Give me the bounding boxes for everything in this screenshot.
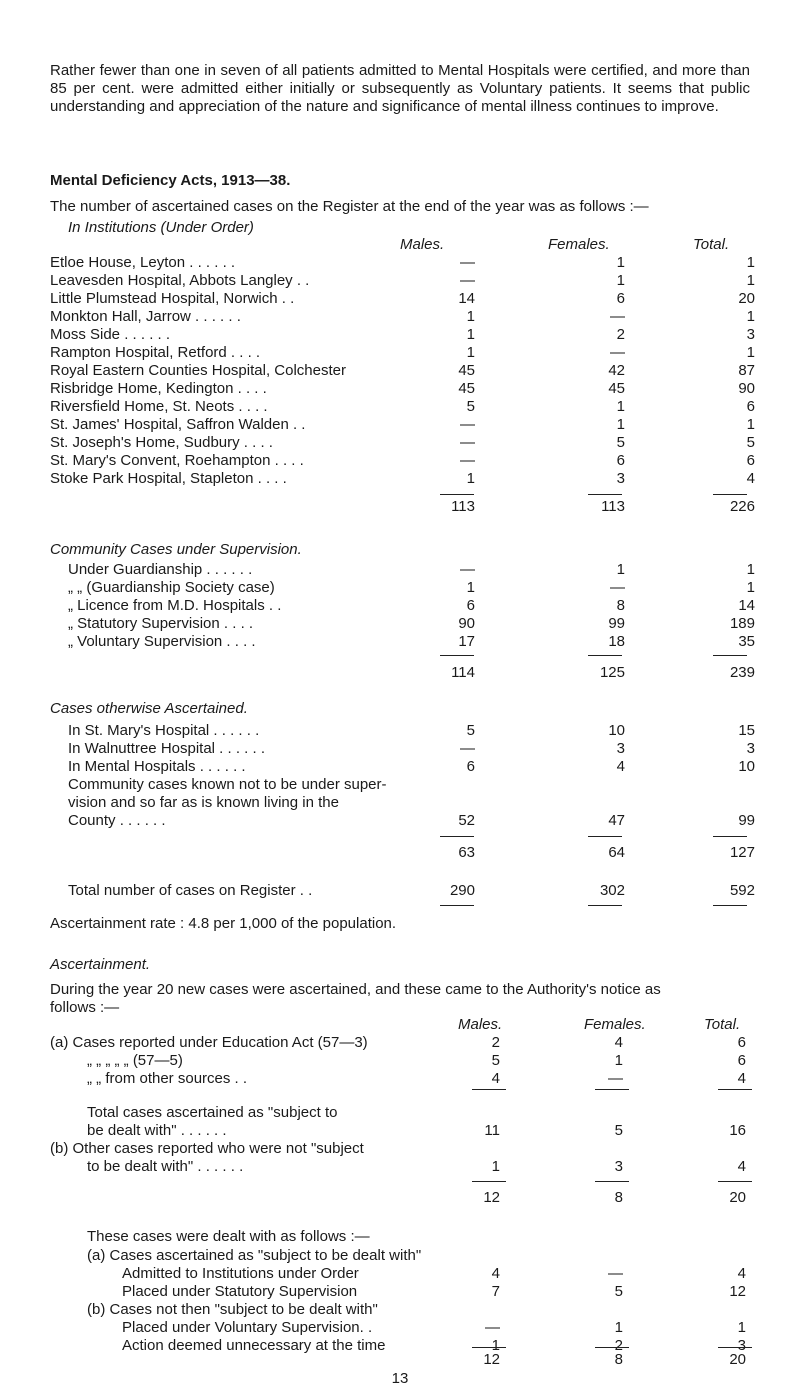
- row-females: 5: [616, 434, 625, 451]
- row-females: 2: [616, 326, 625, 343]
- row-males: 2: [491, 1034, 500, 1051]
- table-row: [50, 344, 755, 362]
- row-total: 6: [746, 398, 755, 415]
- rule: [440, 655, 474, 656]
- row-total: 1: [746, 272, 755, 289]
- row-total: 1: [746, 561, 755, 578]
- community-total-row: [50, 664, 755, 682]
- row-total: 14: [738, 597, 755, 614]
- row-total: 3: [737, 1337, 746, 1354]
- row-total: 592: [729, 882, 755, 899]
- rule: [588, 836, 622, 837]
- table-row: [68, 615, 768, 633]
- row-total: 16: [729, 1122, 746, 1139]
- row-males: —: [460, 561, 475, 578]
- row-total: 4: [737, 1158, 746, 1175]
- row-males: —: [460, 434, 475, 451]
- col-header-males: Males.: [458, 1016, 503, 1033]
- row-label: In Mental Hospitals . . . . . .: [68, 758, 246, 775]
- total-males: 12: [483, 1189, 500, 1206]
- row-label: Action deemed unnecessary at the time: [122, 1337, 386, 1354]
- row-total: 1: [746, 254, 755, 271]
- row-label: Total number of cases on Register . .: [68, 882, 313, 899]
- community-cases-line-2: vision and so far as is known living in the: [68, 794, 339, 811]
- total-total: 127: [729, 844, 755, 861]
- dealt-b-head: (b) Cases not then "subject to be dealt with": [87, 1301, 378, 1318]
- row-total: 1: [746, 579, 755, 596]
- row-label: County . . . . . .: [68, 812, 166, 829]
- row-total: 90: [738, 380, 755, 397]
- table-row: [50, 290, 755, 308]
- rule: [713, 905, 747, 906]
- total-males: 63: [458, 844, 475, 861]
- row-total: 4: [737, 1070, 746, 1087]
- rule: [588, 494, 622, 495]
- rule: [595, 1089, 629, 1090]
- table-row: [50, 434, 755, 452]
- row-females: 2: [614, 1337, 623, 1354]
- row-females: 42: [608, 362, 625, 379]
- total-females: 64: [608, 844, 625, 861]
- dealt-intro: These cases were dealt with as follows :—: [87, 1228, 370, 1245]
- row-males: 4: [491, 1265, 500, 1282]
- row-females: 5: [614, 1283, 623, 1300]
- institutions-total-row: [50, 498, 755, 516]
- table-row: [122, 1283, 800, 1301]
- table-row: [50, 1070, 750, 1088]
- row-males: 1: [466, 326, 475, 343]
- row-males: 4: [491, 1070, 500, 1087]
- row-total: 3: [746, 740, 755, 757]
- col-header-males: Males.: [400, 236, 445, 253]
- rule: [472, 1089, 506, 1090]
- community-cases-line-1: Community cases known not to be under super-: [68, 776, 387, 793]
- subject-row: [87, 1122, 787, 1140]
- total-total: 239: [729, 664, 755, 681]
- row-total: 6: [746, 452, 755, 469]
- row-females: —: [610, 308, 625, 325]
- row-label: to be dealt with" . . . . . .: [87, 1158, 244, 1175]
- rule: [588, 655, 622, 656]
- row-label: „ „ „ „ „ (57—5): [87, 1052, 183, 1069]
- table-row: [50, 362, 755, 380]
- community-title: Community Cases under Supervision.: [50, 541, 302, 558]
- row-total: 35: [738, 633, 755, 650]
- table-row: [50, 254, 755, 272]
- row-females: 1: [614, 1319, 623, 1336]
- table-row: [68, 597, 768, 615]
- row-males: —: [460, 740, 475, 757]
- row-males: 6: [466, 758, 475, 775]
- otherwise-total-row: [50, 844, 755, 862]
- table-row: [50, 1052, 750, 1070]
- rule: [713, 836, 747, 837]
- row-males: 5: [466, 398, 475, 415]
- table-row: [68, 633, 768, 651]
- row-label: St. Mary's Convent, Roehampton . . . .: [50, 452, 304, 469]
- row-total: 12: [729, 1283, 746, 1300]
- row-females: 1: [616, 561, 625, 578]
- row-total: 1: [737, 1319, 746, 1336]
- row-total: 99: [738, 812, 755, 829]
- row-males: 1: [466, 470, 475, 487]
- row-females: 99: [608, 615, 625, 632]
- ascertainment-total-row: [87, 1189, 787, 1207]
- row-label: Leavesden Hospital, Abbots Langley . .: [50, 272, 310, 289]
- total-males: 12: [483, 1351, 500, 1368]
- row-females: 3: [614, 1158, 623, 1175]
- row-females: 1: [616, 416, 625, 433]
- row-label: „ Statutory Supervision . . . .: [68, 615, 254, 632]
- row-males: 52: [458, 812, 475, 829]
- row-total: 10: [738, 758, 755, 775]
- row-label: Moss Side . . . . . .: [50, 326, 171, 343]
- ascertainment-intro-1: During the year 20 new cases were ascertained, and these came to the Authority's notice as: [50, 981, 661, 998]
- rule: [472, 1181, 506, 1182]
- table-row: [122, 1265, 800, 1283]
- table-row: [50, 308, 755, 326]
- row-females: 3: [616, 740, 625, 757]
- table-row: [68, 740, 768, 758]
- row-label: Under Guardianship . . . . . .: [68, 561, 253, 578]
- row-total: 6: [737, 1052, 746, 1069]
- row-label: In St. Mary's Hospital . . . . . .: [68, 722, 260, 739]
- row-females: 1: [616, 272, 625, 289]
- row-label: „ Licence from M.D. Hospitals . .: [68, 597, 282, 614]
- total-females: 125: [599, 664, 625, 681]
- row-label: „ Voluntary Supervision . . . .: [68, 633, 256, 650]
- row-label: Etloe House, Leyton . . . . . .: [50, 254, 236, 271]
- row-total: 1: [746, 416, 755, 433]
- row-females: 4: [614, 1034, 623, 1051]
- total-males: 113: [451, 498, 475, 515]
- table-row: [50, 416, 755, 434]
- row-males: 1: [466, 344, 475, 361]
- total-females: 8: [614, 1189, 623, 1206]
- row-males: 290: [449, 882, 475, 899]
- table-row: [68, 561, 768, 579]
- total-total: 20: [729, 1189, 746, 1206]
- table-row: [50, 398, 755, 416]
- table-row: [50, 272, 755, 290]
- row-males: 5: [466, 722, 475, 739]
- row-females: 1: [614, 1052, 623, 1069]
- row-females: 10: [608, 722, 625, 739]
- table-row: [68, 579, 768, 597]
- row-males: 1: [491, 1337, 500, 1354]
- row-males: 1: [466, 308, 475, 325]
- dealt-total-row: [87, 1351, 787, 1369]
- table-row: [50, 470, 755, 488]
- row-males: 7: [491, 1283, 500, 1300]
- row-label: „ „ from other sources . .: [87, 1070, 248, 1087]
- register-intro: The number of ascertained cases on the Register at the end of the year was as follows :—: [50, 198, 649, 215]
- row-females: 8: [616, 597, 625, 614]
- row-label: Little Plumstead Hospital, Norwich . .: [50, 290, 295, 307]
- row-total: 4: [737, 1265, 746, 1282]
- rule: [595, 1181, 629, 1182]
- table-row: [68, 722, 768, 740]
- otherwise-title: Cases otherwise Ascertained.: [50, 700, 248, 717]
- col-header-total: Total.: [704, 1016, 741, 1033]
- rule: [588, 905, 622, 906]
- b-line-1: (b) Other cases reported who were not "subject: [50, 1140, 364, 1157]
- row-label: Rampton Hospital, Retford . . . .: [50, 344, 261, 361]
- row-label: Risbridge Home, Kedington . . . .: [50, 380, 267, 397]
- row-females: 45: [608, 380, 625, 397]
- total-total: 226: [729, 498, 755, 515]
- row-label: In Walnuttree Hospital . . . . . .: [68, 740, 266, 757]
- rule: [713, 655, 747, 656]
- ascertainment-rate: Ascertainment rate : 4.8 per 1,000 of the population.: [50, 915, 397, 932]
- table-row: [50, 452, 755, 470]
- rule: [595, 1347, 629, 1348]
- rule: [718, 1089, 752, 1090]
- ascertainment-title: Ascertainment.: [50, 956, 151, 973]
- rule: [472, 1347, 506, 1348]
- row-males: —: [460, 272, 475, 289]
- row-females: —: [610, 579, 625, 596]
- dealt-a-head: (a) Cases ascertained as "subject to be dealt with": [87, 1247, 422, 1264]
- row-males: —: [460, 254, 475, 271]
- total-total: 20: [729, 1351, 746, 1368]
- row-males: 11: [484, 1122, 500, 1139]
- rule: [440, 905, 474, 906]
- row-total: 3: [746, 326, 755, 343]
- row-males: 90: [458, 615, 475, 632]
- row-females: —: [608, 1070, 623, 1087]
- row-females: 6: [616, 290, 625, 307]
- row-label: Royal Eastern Counties Hospital, Colchester: [50, 362, 346, 379]
- ascertainment-intro-2: follows :—: [50, 999, 120, 1016]
- subject-line-1: Total cases ascertained as "subject to: [87, 1104, 338, 1121]
- row-males: —: [460, 416, 475, 433]
- row-label: St. James' Hospital, Saffron Walden . .: [50, 416, 306, 433]
- row-label: Monkton Hall, Jarrow . . . . . .: [50, 308, 241, 325]
- row-label: Placed under Statutory Supervision: [122, 1283, 358, 1300]
- total-males: 114: [451, 664, 475, 681]
- table-row: [122, 1319, 800, 1337]
- row-females: 302: [599, 882, 625, 899]
- row-males: —: [460, 452, 475, 469]
- table-row: [68, 758, 768, 776]
- row-males: 17: [458, 633, 475, 650]
- row-females: 1: [616, 398, 625, 415]
- row-total: 4: [746, 470, 755, 487]
- row-females: 5: [614, 1122, 623, 1139]
- row-males: 1: [491, 1158, 500, 1175]
- col-header-total: Total.: [693, 236, 730, 253]
- row-males: 6: [466, 597, 475, 614]
- b-row: [87, 1158, 787, 1176]
- row-label: Stoke Park Hospital, Stapleton . . . .: [50, 470, 287, 487]
- row-females: —: [608, 1265, 623, 1282]
- row-label: be dealt with" . . . . . .: [87, 1122, 227, 1139]
- row-males: 5: [491, 1052, 500, 1069]
- row-label: Riversfield Home, St. Neots . . . .: [50, 398, 268, 415]
- total-females: 8: [614, 1351, 623, 1368]
- row-total: 6: [737, 1034, 746, 1051]
- row-label: „ „ (Guardianship Society case): [68, 579, 275, 596]
- row-label: St. Joseph's Home, Sudbury . . . .: [50, 434, 273, 451]
- table-row: [50, 380, 755, 398]
- total-females: 113: [601, 498, 625, 515]
- row-total: 1: [746, 308, 755, 325]
- row-total: 189: [729, 615, 755, 632]
- row-total: 15: [738, 722, 755, 739]
- row-females: —: [610, 344, 625, 361]
- row-total: 1: [746, 344, 755, 361]
- row-males: 14: [458, 290, 475, 307]
- row-females: 47: [608, 812, 625, 829]
- row-total: 20: [738, 290, 755, 307]
- row-females: 18: [608, 633, 625, 650]
- row-females: 6: [616, 452, 625, 469]
- section-heading: Mental Deficiency Acts, 1913—38.: [50, 172, 291, 189]
- rule: [718, 1181, 752, 1182]
- institutions-title: In Institutions (Under Order): [68, 219, 254, 236]
- rule: [440, 494, 474, 495]
- row-males: 45: [458, 380, 475, 397]
- table-row: [50, 326, 755, 344]
- col-header-females: Females.: [584, 1016, 646, 1033]
- rule: [440, 836, 474, 837]
- row-total: 5: [746, 434, 755, 451]
- community-cases-row: [68, 812, 768, 830]
- row-label: Placed under Voluntary Supervision. .: [122, 1319, 373, 1336]
- grand-total-row: [50, 882, 755, 900]
- row-label: (a) Cases reported under Education Act (57—3): [50, 1034, 368, 1051]
- row-females: 4: [616, 758, 625, 775]
- row-males: —: [485, 1319, 500, 1336]
- table-row: [50, 1034, 750, 1052]
- rule: [718, 1347, 752, 1348]
- row-males: 45: [458, 362, 475, 379]
- row-label: Admitted to Institutions under Order: [122, 1265, 359, 1282]
- row-males: 1: [466, 579, 475, 596]
- row-total: 87: [738, 362, 755, 379]
- row-females: 3: [616, 470, 625, 487]
- rule: [713, 494, 747, 495]
- col-header-females: Females.: [548, 236, 610, 253]
- intro-paragraph: Rather fewer than one in seven of all patients admitted to Mental Hospitals were certified, and more than 85 per cent. were admitted either initially or subsequently as Voluntary patients. It seems that public understanding and appreciation of the nature and significance of mental illness continues to improve.: [50, 62, 750, 115]
- row-females: 1: [616, 254, 625, 271]
- page-number: 13: [391, 1370, 409, 1387]
